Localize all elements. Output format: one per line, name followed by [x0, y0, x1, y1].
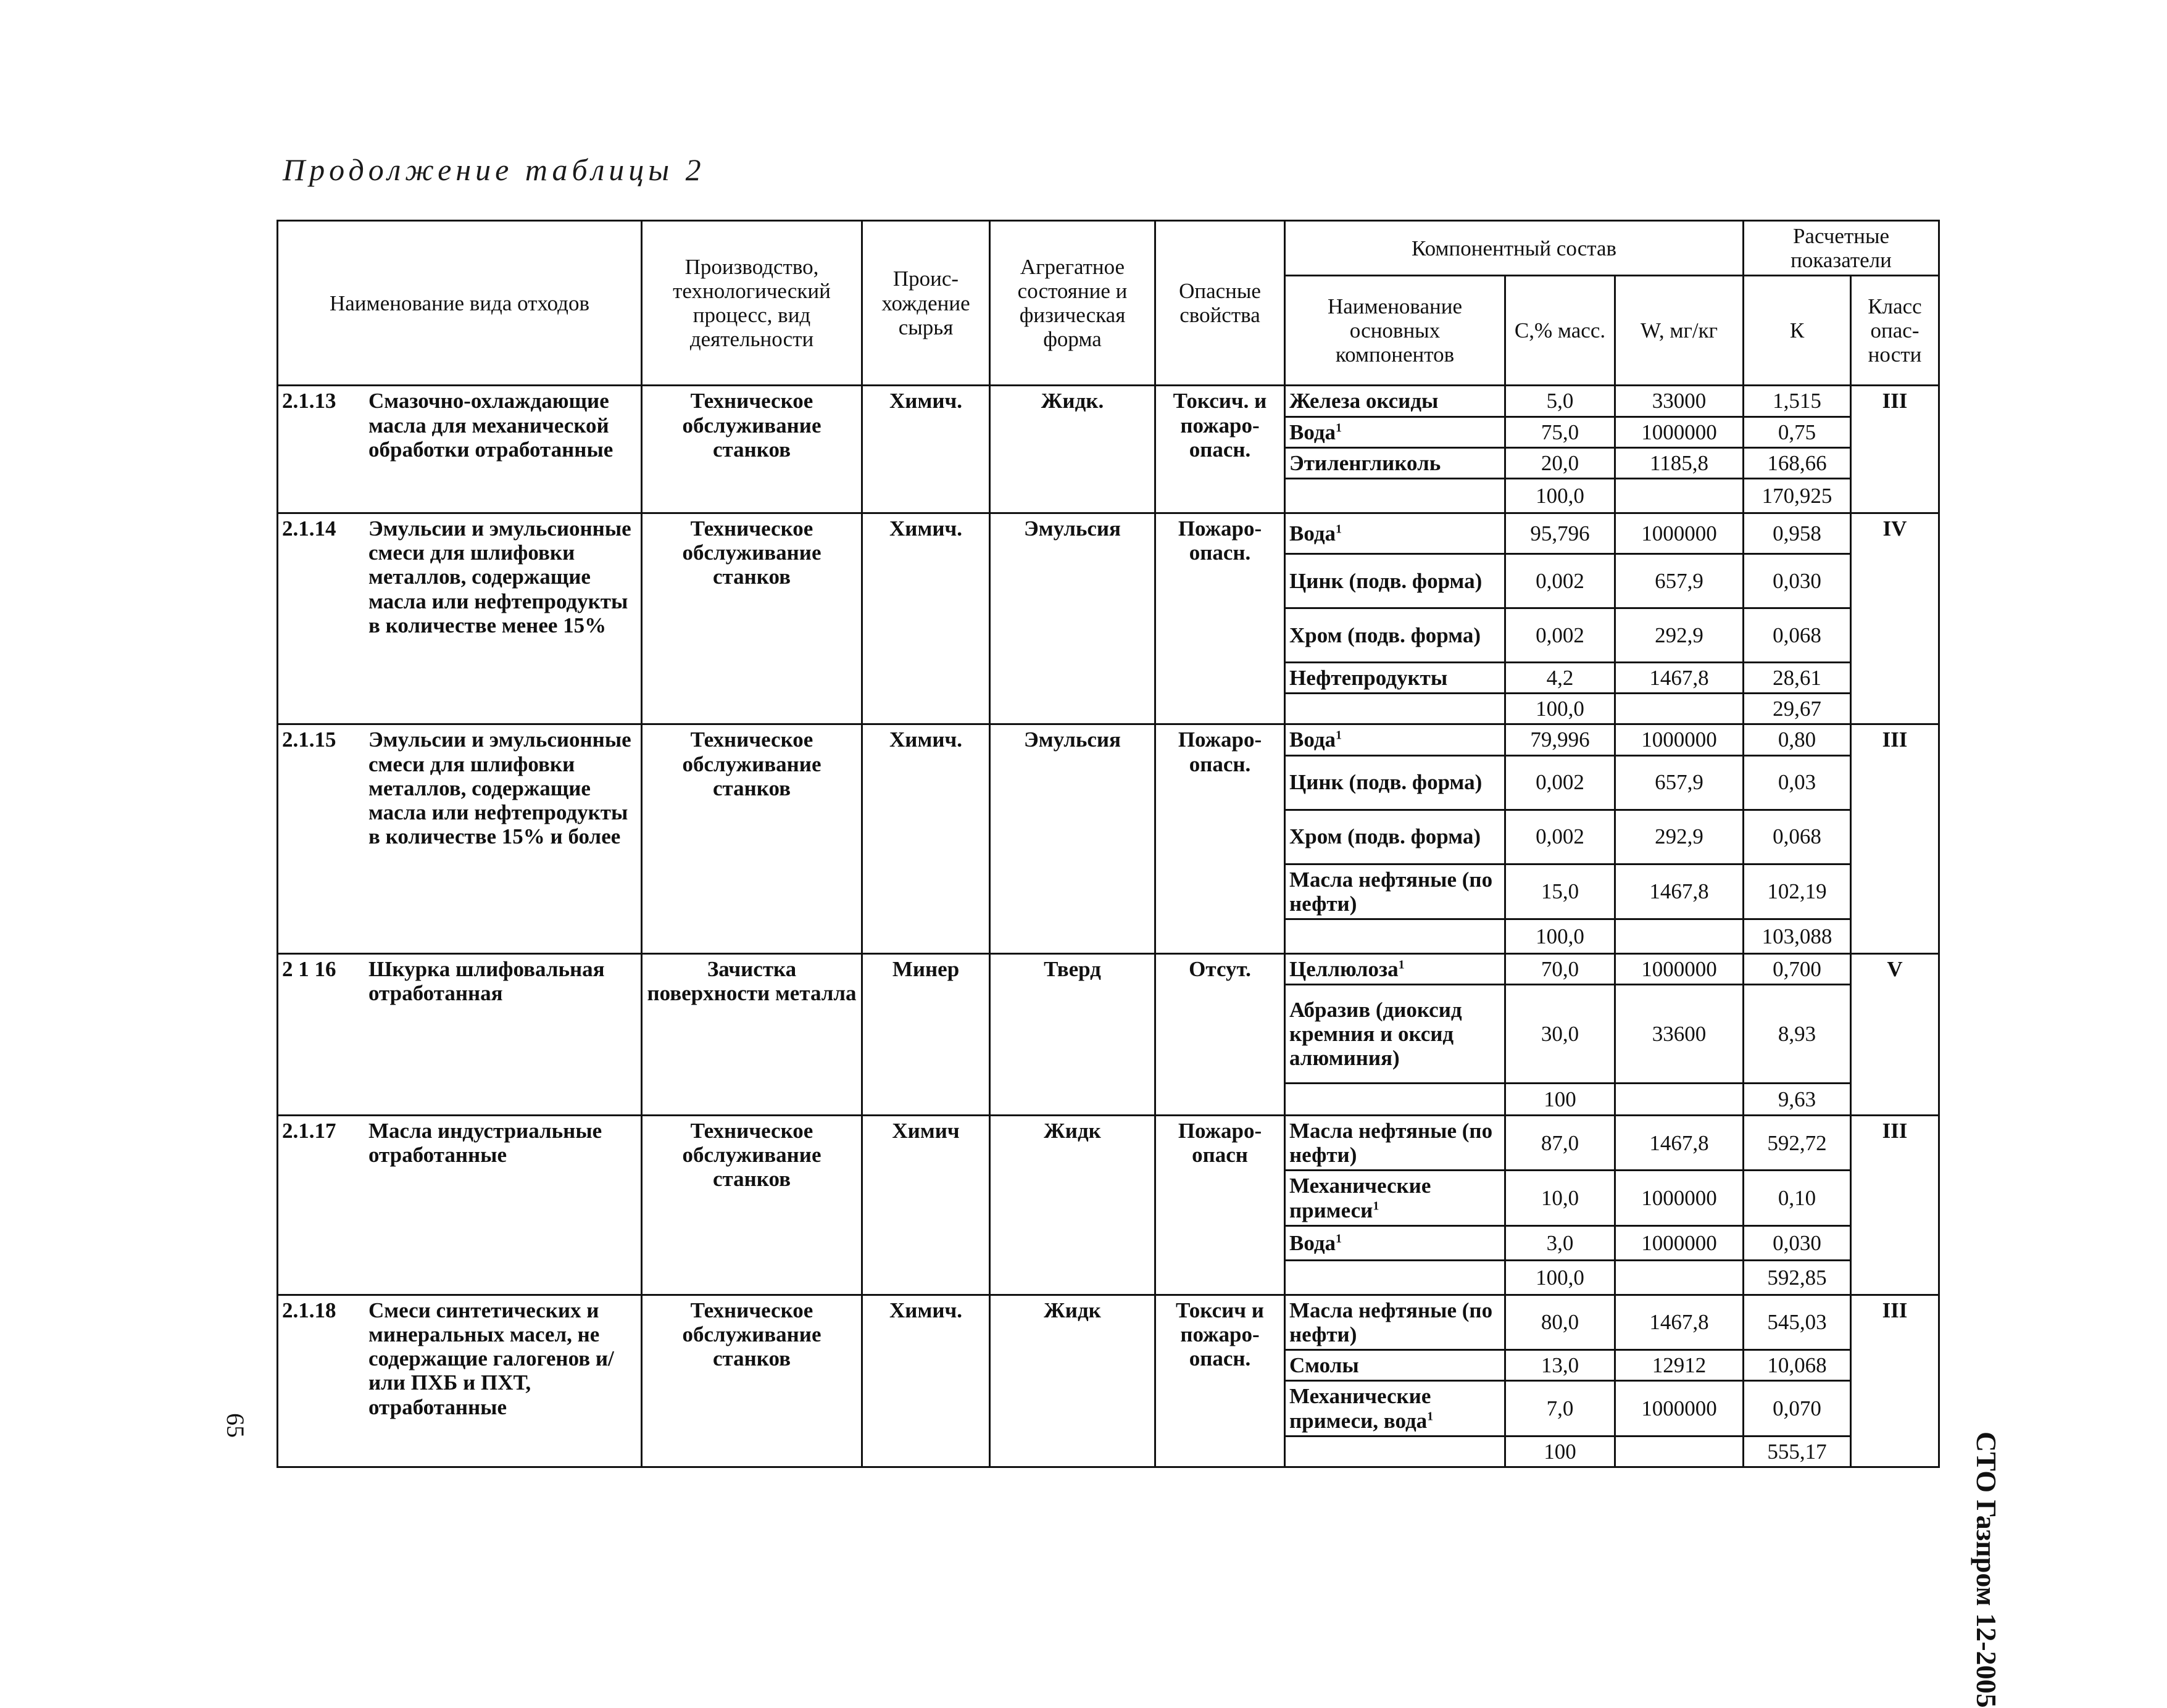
waste-name: Эмульсии и эмульсионные смеси для шлифовки металлов, содержащие масла или нефтепродукты в количестве 15% и более [368, 728, 631, 849]
waste-name-cell [278, 513, 642, 724]
production-cell: Техническое обслуживание станков [642, 1116, 862, 1295]
w-cell [1615, 1436, 1744, 1467]
c-mass-cell: 87,0 [1505, 1116, 1615, 1171]
c-mass-cell: 0,002 [1505, 755, 1615, 810]
waste-code: 2 1 16 [282, 956, 336, 981]
c-mass-cell: 95,796 [1505, 513, 1615, 553]
table-row [278, 386, 1939, 417]
k-cell: 0,03 [1744, 755, 1851, 810]
hazard-class-cell: IV [1851, 513, 1939, 724]
waste-code: 2.1.17 [282, 1119, 336, 1143]
component-name: Цинк (подв. форма) [1289, 568, 1483, 593]
k-cell: 10,068 [1744, 1350, 1851, 1381]
component-name-cell [1285, 694, 1505, 724]
c-mass-cell: 75,0 [1505, 417, 1615, 447]
component-name-cell [1285, 1084, 1505, 1116]
origin-cell: Химич [862, 1116, 990, 1295]
waste-code: 2.1.15 [282, 728, 336, 752]
aggregate-cell: Эмульсия [990, 513, 1155, 724]
c-mass-cell: 79,996 [1505, 724, 1615, 755]
c-mass-cell: 70,0 [1505, 953, 1615, 984]
table-row [278, 513, 1939, 553]
component-name-cell [1285, 985, 1505, 1084]
c-mass-cell: 100 [1505, 1084, 1615, 1116]
component-name: Вода [1289, 728, 1336, 752]
waste-code: 2.1.13 [282, 389, 336, 413]
c-mass-cell: 20,0 [1505, 447, 1615, 478]
component-name: Масла нефтяные (по нефти) [1289, 1119, 1493, 1167]
c-mass-cell: 100,0 [1505, 478, 1615, 513]
c-mass-cell: 15,0 [1505, 864, 1615, 919]
k-cell: 592,72 [1744, 1116, 1851, 1171]
component-name-cell [1285, 1225, 1505, 1260]
origin-cell: Химич. [862, 724, 990, 954]
component-name-cell [1285, 919, 1505, 953]
w-cell: 12912 [1615, 1350, 1744, 1381]
footnote-mark: 1 [1336, 728, 1342, 742]
w-cell: 1000000 [1615, 1381, 1744, 1436]
waste-code: 2.1.14 [282, 516, 336, 541]
origin-cell: Минер [862, 953, 990, 1115]
k-cell: 9,63 [1744, 1084, 1851, 1116]
document-code: СТО Газпром 12-2005 [1971, 1432, 2002, 1708]
k-cell: 0,80 [1744, 724, 1851, 755]
hazard-class-cell: III [1851, 1295, 1939, 1467]
w-cell [1615, 1260, 1744, 1295]
w-cell: 1467,8 [1615, 1116, 1744, 1171]
footnote-mark: 1 [1336, 420, 1342, 434]
w-cell [1615, 478, 1744, 513]
waste-name: Шкурка шлифовальная отработанная [368, 956, 605, 1006]
production-cell: Зачистка поверхности металла [642, 953, 862, 1115]
component-name: Хром (подв. форма) [1289, 824, 1481, 849]
w-cell: 1000000 [1615, 1225, 1744, 1260]
component-name-cell [1285, 1116, 1505, 1171]
component-name-cell [1285, 864, 1505, 919]
header-component-group: Компонентный состав [1285, 221, 1744, 276]
component-name-cell [1285, 1381, 1505, 1436]
w-cell: 1467,8 [1615, 662, 1744, 693]
aggregate-cell: Эмульсия [990, 724, 1155, 954]
w-cell: 1185,8 [1615, 447, 1744, 478]
k-cell: 103,088 [1744, 919, 1851, 953]
k-cell: 592,85 [1744, 1260, 1851, 1295]
hazard-class-cell: V [1851, 953, 1939, 1115]
component-name: Железа оксиды [1289, 389, 1439, 413]
table-caption: Продолжение таблицы 2 [283, 152, 705, 187]
origin-cell: Химич. [862, 386, 990, 513]
component-name: Абразив (диоксид кремния и оксид алюминия) [1289, 997, 1462, 1071]
header-calc-group: Расчетные показатели [1744, 221, 1939, 276]
footnote-mark: 1 [1373, 1198, 1379, 1213]
k-cell: 29,67 [1744, 694, 1851, 724]
c-mass-cell: 3,0 [1505, 1225, 1615, 1260]
w-cell: 292,9 [1615, 608, 1744, 662]
w-cell: 1000000 [1615, 724, 1744, 755]
component-name: Нефтепродукты [1289, 665, 1448, 690]
k-cell: 8,93 [1744, 985, 1851, 1084]
footnote-mark: 1 [1427, 1409, 1434, 1423]
component-name: Смолы [1289, 1353, 1359, 1378]
hazard-cell: Пожаро-опасн. [1155, 513, 1285, 724]
c-mass-cell: 30,0 [1505, 985, 1615, 1084]
table-row [278, 724, 1939, 755]
k-cell: 0,700 [1744, 953, 1851, 984]
header-aggregate: Агрегатное состояние и физическая форма [990, 221, 1155, 386]
c-mass-cell: 0,002 [1505, 608, 1615, 662]
component-name-cell [1285, 724, 1505, 755]
component-name-cell [1285, 810, 1505, 864]
header-component-name: Наименование основных компонентов [1285, 276, 1505, 386]
waste-name-cell [278, 953, 642, 1115]
w-cell: 1000000 [1615, 1171, 1744, 1225]
c-mass-cell: 100 [1505, 1436, 1615, 1467]
c-mass-cell: 100,0 [1505, 694, 1615, 724]
component-name: Хром (подв. форма) [1289, 623, 1481, 647]
header-production: Производство, технологический процесс, вид деятельности [642, 221, 862, 386]
w-cell: 33000 [1615, 386, 1744, 417]
component-name: Вода [1289, 1230, 1336, 1255]
component-name-cell [1285, 1295, 1505, 1349]
page-number: 65 [222, 1413, 249, 1438]
production-cell: Техническое обслуживание станков [642, 386, 862, 513]
table-row [278, 953, 1939, 984]
k-cell: 0,958 [1744, 513, 1851, 553]
w-cell: 1000000 [1615, 953, 1744, 984]
w-cell [1615, 1084, 1744, 1116]
component-name: Механические примеси, вода [1289, 1384, 1431, 1433]
hazard-class-cell: III [1851, 1116, 1939, 1295]
waste-name-cell [278, 386, 642, 513]
k-cell: 0,75 [1744, 417, 1851, 447]
c-mass-cell: 0,002 [1505, 553, 1615, 608]
c-mass-cell: 7,0 [1505, 1381, 1615, 1436]
c-mass-cell: 0,002 [1505, 810, 1615, 864]
table-row [278, 1295, 1939, 1349]
origin-cell: Химич. [862, 513, 990, 724]
origin-cell: Химич. [862, 1295, 990, 1467]
header-w: W, мг/кг [1615, 276, 1744, 386]
waste-name-cell [278, 1295, 642, 1467]
component-name-cell [1285, 1260, 1505, 1295]
c-mass-cell: 80,0 [1505, 1295, 1615, 1349]
w-cell: 292,9 [1615, 810, 1744, 864]
k-cell: 28,61 [1744, 662, 1851, 693]
w-cell [1615, 694, 1744, 724]
hazard-cell: Пожаро-опасн [1155, 1116, 1285, 1295]
header-origin: Проис-хождение сырья [862, 221, 990, 386]
production-cell: Техническое обслуживание станков [642, 513, 862, 724]
aggregate-cell: Жидк [990, 1295, 1155, 1467]
header-k: К [1744, 276, 1851, 386]
hazard-cell: Токсич и пожаро-опасн. [1155, 1295, 1285, 1467]
c-mass-cell: 13,0 [1505, 1350, 1615, 1381]
header-class: Класс опас-ности [1851, 276, 1939, 386]
component-name-cell [1285, 1171, 1505, 1225]
hazard-cell: Токсич. и пожаро-опасн. [1155, 386, 1285, 513]
c-mass-cell: 100,0 [1505, 919, 1615, 953]
w-cell: 1000000 [1615, 513, 1744, 553]
footnote-mark: 1 [1336, 522, 1342, 536]
k-cell: 0,10 [1744, 1171, 1851, 1225]
component-name: Масла нефтяные (по нефти) [1289, 1298, 1493, 1346]
header-name: Наименование вида отходов [278, 221, 642, 386]
k-cell: 545,03 [1744, 1295, 1851, 1349]
w-cell: 657,9 [1615, 553, 1744, 608]
component-name-cell [1285, 478, 1505, 513]
production-cell: Техническое обслуживание станков [642, 1295, 862, 1467]
waste-name: Смеси синтетических и минеральных масел, не содержащие галогенов и/или ПХБ и ПХТ, отработанные [368, 1298, 614, 1419]
component-name-cell [1285, 1350, 1505, 1381]
component-name-cell [1285, 417, 1505, 447]
waste-name-cell [278, 1116, 642, 1295]
k-cell: 0,068 [1744, 608, 1851, 662]
k-cell: 0,070 [1744, 1381, 1851, 1436]
component-name-cell [1285, 513, 1505, 553]
component-name: Вода [1289, 521, 1336, 545]
waste-name: Масла индустриальные отработанные [368, 1119, 602, 1167]
component-name-cell [1285, 755, 1505, 810]
k-cell: 170,925 [1744, 478, 1851, 513]
component-name-cell [1285, 386, 1505, 417]
w-cell: 33600 [1615, 985, 1744, 1084]
hazard-class-cell: III [1851, 386, 1939, 513]
component-name-cell [1285, 662, 1505, 693]
component-name: Вода [1289, 420, 1336, 444]
c-mass-cell: 4,2 [1505, 662, 1615, 693]
header-c-mass: С,% масс. [1505, 276, 1615, 386]
component-name-cell [1285, 1436, 1505, 1467]
k-cell: 1,515 [1744, 386, 1851, 417]
production-cell: Техническое обслуживание станков [642, 724, 862, 954]
w-cell: 1467,8 [1615, 1295, 1744, 1349]
k-cell: 0,068 [1744, 810, 1851, 864]
component-name: Масла нефтяные (по нефти) [1289, 867, 1493, 916]
component-name-cell [1285, 608, 1505, 662]
table-row [278, 1116, 1939, 1171]
component-name-cell [1285, 553, 1505, 608]
aggregate-cell: Тверд [990, 953, 1155, 1115]
hazard-class-cell: III [1851, 724, 1939, 954]
footnote-mark: 1 [1336, 1232, 1342, 1246]
header-hazard: Опасные свойства [1155, 221, 1285, 386]
footnote-mark: 1 [1398, 958, 1405, 972]
k-cell: 102,19 [1744, 864, 1851, 919]
waste-name: Эмульсии и эмульсионные смеси для шлифовки металлов, содержащие масла или нефтепродукты в количестве менее 15% [368, 516, 631, 637]
component-name: Цинк (подв. форма) [1289, 770, 1483, 795]
aggregate-cell: Жидк [990, 1116, 1155, 1295]
component-name: Этиленгликоль [1289, 450, 1441, 475]
component-name: Механические примеси [1289, 1174, 1431, 1222]
component-name-cell [1285, 447, 1505, 478]
w-cell: 657,9 [1615, 755, 1744, 810]
waste-name-cell [278, 724, 642, 954]
k-cell: 0,030 [1744, 553, 1851, 608]
k-cell: 555,17 [1744, 1436, 1851, 1467]
c-mass-cell: 5,0 [1505, 386, 1615, 417]
w-cell [1615, 919, 1744, 953]
c-mass-cell: 10,0 [1505, 1171, 1615, 1225]
waste-code: 2.1.18 [282, 1298, 336, 1322]
w-cell: 1000000 [1615, 417, 1744, 447]
component-name: Целлюлоза [1289, 956, 1399, 981]
k-cell: 168,66 [1744, 447, 1851, 478]
component-name-cell [1285, 953, 1505, 984]
c-mass-cell: 100,0 [1505, 1260, 1615, 1295]
table-body [278, 386, 1939, 1467]
aggregate-cell: Жидк. [990, 386, 1155, 513]
hazard-cell: Отсут. [1155, 953, 1285, 1115]
hazard-cell: Пожаро-опасн. [1155, 724, 1285, 954]
waste-name: Смазочно-охлаждающие масла для механической обработки отработанные [368, 389, 613, 462]
waste-table [277, 220, 1940, 1468]
w-cell: 1467,8 [1615, 864, 1744, 919]
k-cell: 0,030 [1744, 1225, 1851, 1260]
